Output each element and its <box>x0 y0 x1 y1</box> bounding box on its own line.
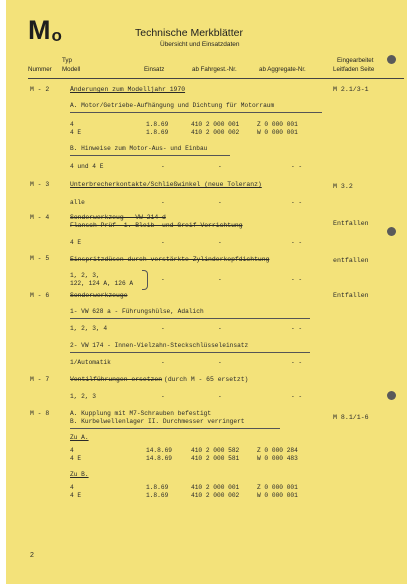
entry-number: M - 4 <box>30 214 50 221</box>
document-subtitle: Übersicht und Einsatzdaten <box>160 41 240 48</box>
cell-modell: 4 E <box>70 492 82 499</box>
punch-hole <box>387 55 396 64</box>
cell-modell: 1, 2, 3, 4 <box>70 325 108 332</box>
entry-title-struck: Flansch Prüf- 1. Bleib- und Greif-Vorrichtung <box>70 222 243 229</box>
leitfaden-ref: M 2.1/3-1 <box>333 86 369 93</box>
col-header-leitfaden: Leitfaden Seite <box>333 66 375 73</box>
cell-einsatz: - <box>161 163 165 170</box>
cell-modell: 4 E <box>70 129 82 136</box>
punch-hole <box>387 227 396 236</box>
leitfaden-ref: M 8.1/1-6 <box>333 414 369 421</box>
cell-aggregate: - - <box>291 393 303 400</box>
cell-aggregate: - - <box>291 199 303 206</box>
entry-title-struck: Sonderwerkzeug - VW 214 d <box>70 214 166 221</box>
underline <box>70 155 230 156</box>
cell-modell: 1/Automatik <box>70 359 111 366</box>
col-header-fahrgest: ab Fahrgest.-Nr. <box>192 66 237 73</box>
cell-einsatz: - <box>161 359 165 366</box>
cell-fahrgest: - <box>218 239 222 246</box>
bracket <box>142 270 148 290</box>
subsection-label: Zu A. <box>70 434 89 441</box>
cell-aggregate: Z 0 000 001 <box>257 484 298 491</box>
cell-fahrgest: - <box>218 163 222 170</box>
header-divider <box>28 78 404 79</box>
entry-line: A. Kupplung mit M7-Schrauben befestigt <box>70 410 212 417</box>
cell-modell: 1, 2, 3 <box>70 393 96 400</box>
entry-title-struck: Einspritzdüsen durch verstärkte Zylinderkopfdichtung <box>70 256 270 263</box>
cell-fahrgest: - <box>218 199 222 206</box>
cell-fahrgest: - <box>218 359 222 366</box>
cell-modell: 4 <box>70 121 74 128</box>
cell-einsatz: 1.8.69 <box>146 484 169 491</box>
cell-aggregate: W 0 000 001 <box>257 129 298 136</box>
cell-einsatz: - <box>161 325 165 332</box>
leitfaden-ref: M 3.2 <box>333 183 353 190</box>
cell-einsatz: - <box>161 393 165 400</box>
entry-number: M - 5 <box>30 255 50 262</box>
model-logo: Mo <box>28 15 62 45</box>
item-title: 1- VW 628 a - Führungshülse, Adalich <box>70 308 204 315</box>
punch-hole <box>387 391 396 400</box>
cell-einsatz: - <box>161 239 165 246</box>
entry-note: (durch M - 65 ersetzt) <box>164 376 249 383</box>
cell-fahrgest: - <box>218 325 222 332</box>
underline <box>70 112 322 113</box>
entry-number: M - 2 <box>30 86 50 93</box>
cell-einsatz: 1.8.69 <box>146 121 169 128</box>
cell-einsatz: 14.8.69 <box>146 447 172 454</box>
underline <box>70 352 310 353</box>
cell-aggregate: - - <box>291 239 303 246</box>
cell-modell: 4 E <box>70 455 82 462</box>
item-title: 2- VW 174 - Innen-Vielzahn-Steckschlüsseleinsatz <box>70 342 249 349</box>
underline <box>70 428 280 429</box>
cell-einsatz: - <box>161 199 165 206</box>
col-header-eingearbeitet: Eingearbeitet <box>337 57 374 64</box>
entry-title: Änderungen zum Modelljahr 1970 <box>70 86 186 93</box>
cell-aggregate: Z 0 000 001 <box>257 121 298 128</box>
col-header-einsatz: Einsatz <box>144 66 165 73</box>
leitfaden-ref: entfallen <box>333 257 369 264</box>
entry-title-struck: Ventilführungen ersetzen <box>70 376 163 383</box>
leitfaden-ref: Entfallen <box>333 220 369 227</box>
cell-fahrgest: - <box>218 276 222 283</box>
subsection-title: A. Motor/Getriebe-Aufhängung und Dichtung für Motorraum <box>70 102 275 109</box>
entry-number: M - 6 <box>30 292 50 299</box>
cell-modell: 4 <box>70 484 74 491</box>
col-header-modell: Modell <box>62 66 81 73</box>
cell-aggregate: - - <box>291 276 303 283</box>
cell-modell: 4 und 4 E <box>70 163 104 170</box>
document-title: Technische Merkblätter <box>135 27 243 39</box>
cell-aggregate: - - <box>291 359 303 366</box>
cell-aggregate: W 0 000 001 <box>257 492 298 499</box>
cell-fahrgest: 410 2 000 001 <box>191 121 240 128</box>
cell-fahrgest: 410 2 000 001 <box>191 484 240 491</box>
entry-number: M - 3 <box>30 181 50 188</box>
cell-modell: 4 E <box>70 239 82 246</box>
cell-fahrgest: 410 2 000 002 <box>191 129 240 136</box>
cell-einsatz: 1.8.69 <box>146 129 169 136</box>
cell-fahrgest: 410 2 000 582 <box>191 447 240 454</box>
col-header-aggregate: ab Aggregate-Nr. <box>259 66 306 73</box>
underline <box>70 318 310 319</box>
entry-title: Unterbrecherkontakte/Schließwinkel (neue Toleranz) <box>70 181 262 188</box>
subsection-title: B. Hinweise zum Motor-Aus- und Einbau <box>70 145 208 152</box>
cell-modell: 122, 124 A, 126 A <box>70 280 134 287</box>
cell-aggregate: Z 0 000 284 <box>257 447 298 454</box>
entry-number: M - 8 <box>30 410 50 417</box>
cell-fahrgest: 410 2 000 002 <box>191 492 240 499</box>
cell-fahrgest: - <box>218 393 222 400</box>
cell-einsatz: - <box>161 276 165 283</box>
entry-title-struck: Sonderwerkzeuge <box>70 292 128 299</box>
cell-modell: alle <box>70 199 85 206</box>
cell-aggregate: - - <box>291 163 303 170</box>
cell-einsatz: 14.8.69 <box>146 455 172 462</box>
col-header-nummer: Nummer <box>28 66 52 73</box>
page-number: 2 <box>30 552 34 559</box>
cell-fahrgest: 410 2 000 581 <box>191 455 240 462</box>
cell-aggregate: W 0 000 483 <box>257 455 298 462</box>
entry-number: M - 7 <box>30 376 50 383</box>
entry-line: B. Kurbelwellenlager II. Durchmesser verringert <box>70 418 245 425</box>
document-page <box>6 0 407 584</box>
leitfaden-ref: Entfallen <box>333 292 369 299</box>
cell-aggregate: - - <box>291 325 303 332</box>
cell-einsatz: 1.8.69 <box>146 492 169 499</box>
cell-modell: 4 <box>70 447 74 454</box>
subsection-label: Zu B. <box>70 471 89 478</box>
cell-modell: 1, 2, 3, <box>70 272 100 279</box>
col-header-typ: Typ <box>62 57 72 64</box>
